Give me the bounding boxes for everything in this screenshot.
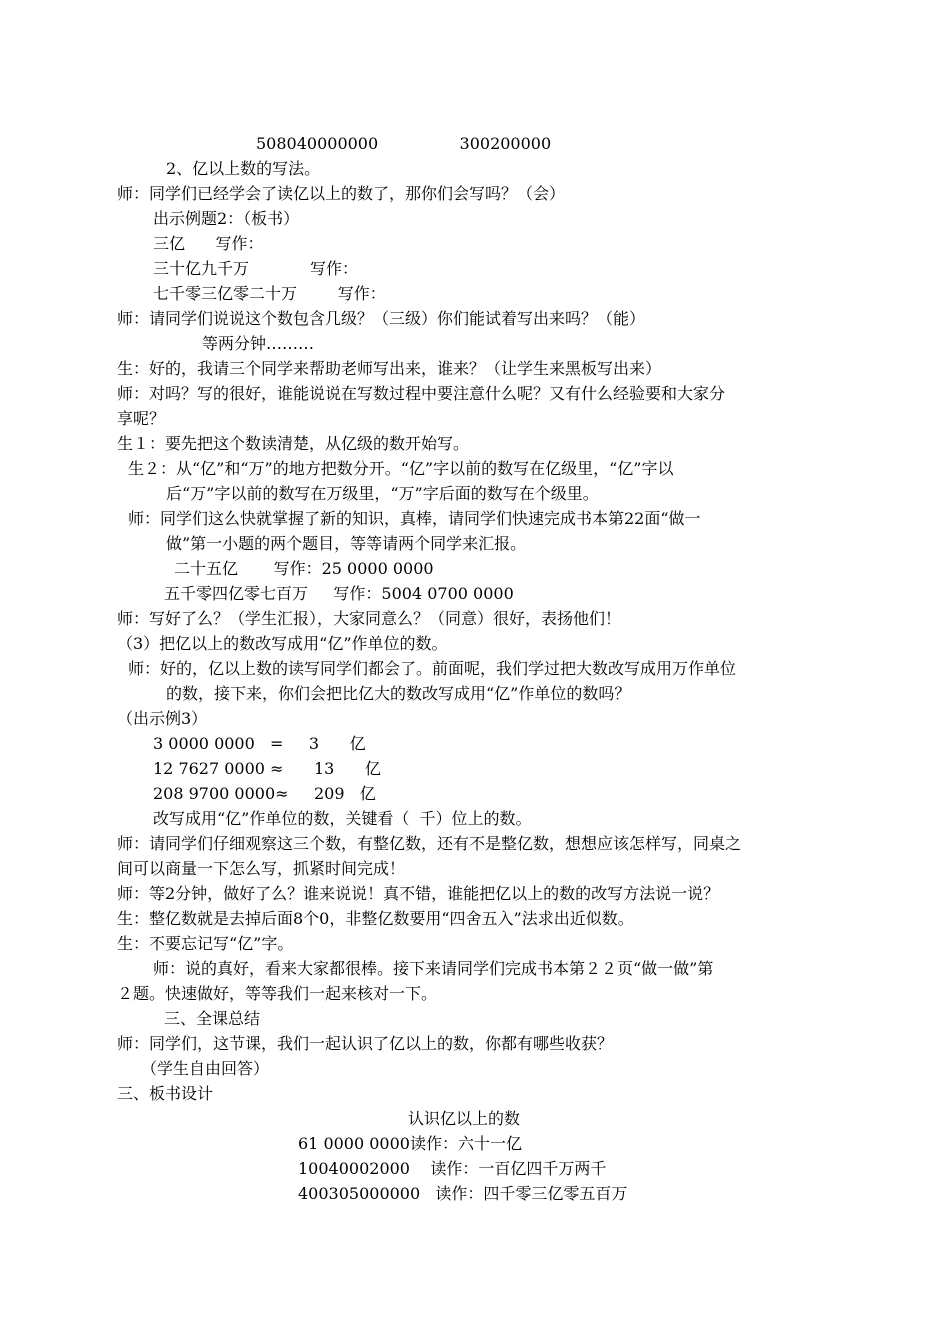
- section-heading-board-design: 三、板书设计: [117, 1084, 214, 1103]
- paragraph-line: （学生自由回答）: [141, 1059, 270, 1078]
- paragraph-line: 改写成用“亿”作单位的数，关键看（ 千）位上的数。: [153, 809, 532, 828]
- section-heading-summary: 三、全课总结: [164, 1009, 261, 1028]
- paragraph-line: 师：说的真好，看来大家都很棒。接下来请同学们完成书本第２２页“做一做”第: [153, 959, 714, 978]
- board-line: 61 0000 0000读作：六十一亿: [298, 1134, 522, 1153]
- board-title: 认识亿以上的数: [408, 1109, 521, 1128]
- example-line: 12 7627 0000 ≈ 13 亿: [153, 759, 381, 778]
- paragraph-line: 生：不要忘记写“亿”字。: [117, 934, 294, 953]
- paragraph-line: 做”第一小题的两个题目，等等请两个同学来汇报。: [166, 534, 527, 553]
- paragraph-line: 师：请同学们说说这个数包含几级？（三级）你们能试着写出来吗？（能）: [117, 309, 646, 328]
- paragraph-line: ２题。快速做好，等等我们一起来核对一下。: [117, 984, 438, 1003]
- paragraph-line: 师：等2分钟，做好了么？谁来说说！真不错，谁能把亿以上的数的改写方法说一说？: [117, 884, 720, 903]
- paragraph-line: 师：同学们，这节课，我们一起认识了亿以上的数，你都有哪些收获？: [117, 1034, 614, 1053]
- paragraph-line: 生：整亿数就是去掉后面8个0，非整亿数要用“四舍五入”法求出近似数。: [117, 909, 634, 928]
- paragraph-line: 师：写好了么？（学生汇报），大家同意么？（同意）很好，表扬他们！: [117, 609, 622, 628]
- paragraph-line: 后“万”字以前的数写在万级里，“万”字后面的数写在个级里。: [166, 484, 599, 503]
- board-line: 400305000000 读作：四千零三亿零五百万: [298, 1184, 628, 1203]
- example-line: 208 9700 0000≈ 209 亿: [153, 784, 376, 803]
- paragraph-line: 生：好的，我请三个同学来帮助老师写出来，谁来？（让学生来黑板写出来）: [117, 359, 662, 378]
- example-line: 五千零四亿零七百万 写作：5004 0700 0000: [164, 584, 514, 603]
- paragraph-line: 师：好的，亿以上数的读写同学们都会了。前面呢，我们学过把大数改写成用万作单位: [128, 659, 737, 678]
- example-line: 3 0000 0000 = 3 亿: [153, 734, 366, 753]
- example-line: 三十亿九千万 写作：: [153, 259, 359, 278]
- example-line: 三亿 写作：: [153, 234, 264, 253]
- paragraph-line: 等两分钟………: [202, 334, 315, 353]
- paragraph-line: 师：同学们这么快就掌握了新的知识，真棒，请同学们快速完成书本第22面“做一: [128, 509, 701, 528]
- paragraph-line: 生１：要先把这个数读清楚，从亿级的数开始写。: [117, 434, 470, 453]
- paragraph-line: 生２：从“亿”和“万”的地方把数分开。“亿”字以前的数写在亿级里，“亿”字以: [128, 459, 674, 478]
- paragraph-line: 师：对吗？写的很好，谁能说说在写数过程中要注意什么呢？又有什么经验要和大家分: [117, 384, 726, 403]
- paragraph-line: （出示例3）: [117, 709, 208, 728]
- paragraph-line: 出示例题2：（板书）: [153, 209, 300, 228]
- paragraph-line: 的数，接下来，你们会把比亿大的数改写成用“亿”作单位的数吗？: [166, 684, 631, 703]
- example-line: 二十五亿 写作：25 0000 0000: [174, 559, 434, 578]
- paragraph-line: 师：同学们已经学会了读亿以上的数了，那你们会写吗？（会）: [117, 184, 566, 203]
- section-heading-rewrite: （3）把亿以上的数改写成用“亿”作单位的数。: [117, 634, 448, 653]
- paragraph-line: 师：请同学们仔细观察这三个数，有整亿数，还有不是整亿数，想想应该怎样写，同桌之: [117, 834, 742, 853]
- paragraph-line: 享呢？: [117, 409, 166, 428]
- board-line: 10040002000 读作：一百亿四千万两千: [298, 1159, 607, 1178]
- paragraph-line: 间可以商量一下怎么写，抓紧时间完成！: [117, 859, 406, 878]
- number-pair-line: 508040000000 300200000: [256, 134, 552, 153]
- section-heading-writing: 2、亿以上数的写法。: [166, 159, 321, 178]
- example-line: 七千零三亿零二十万 写作：: [153, 284, 386, 303]
